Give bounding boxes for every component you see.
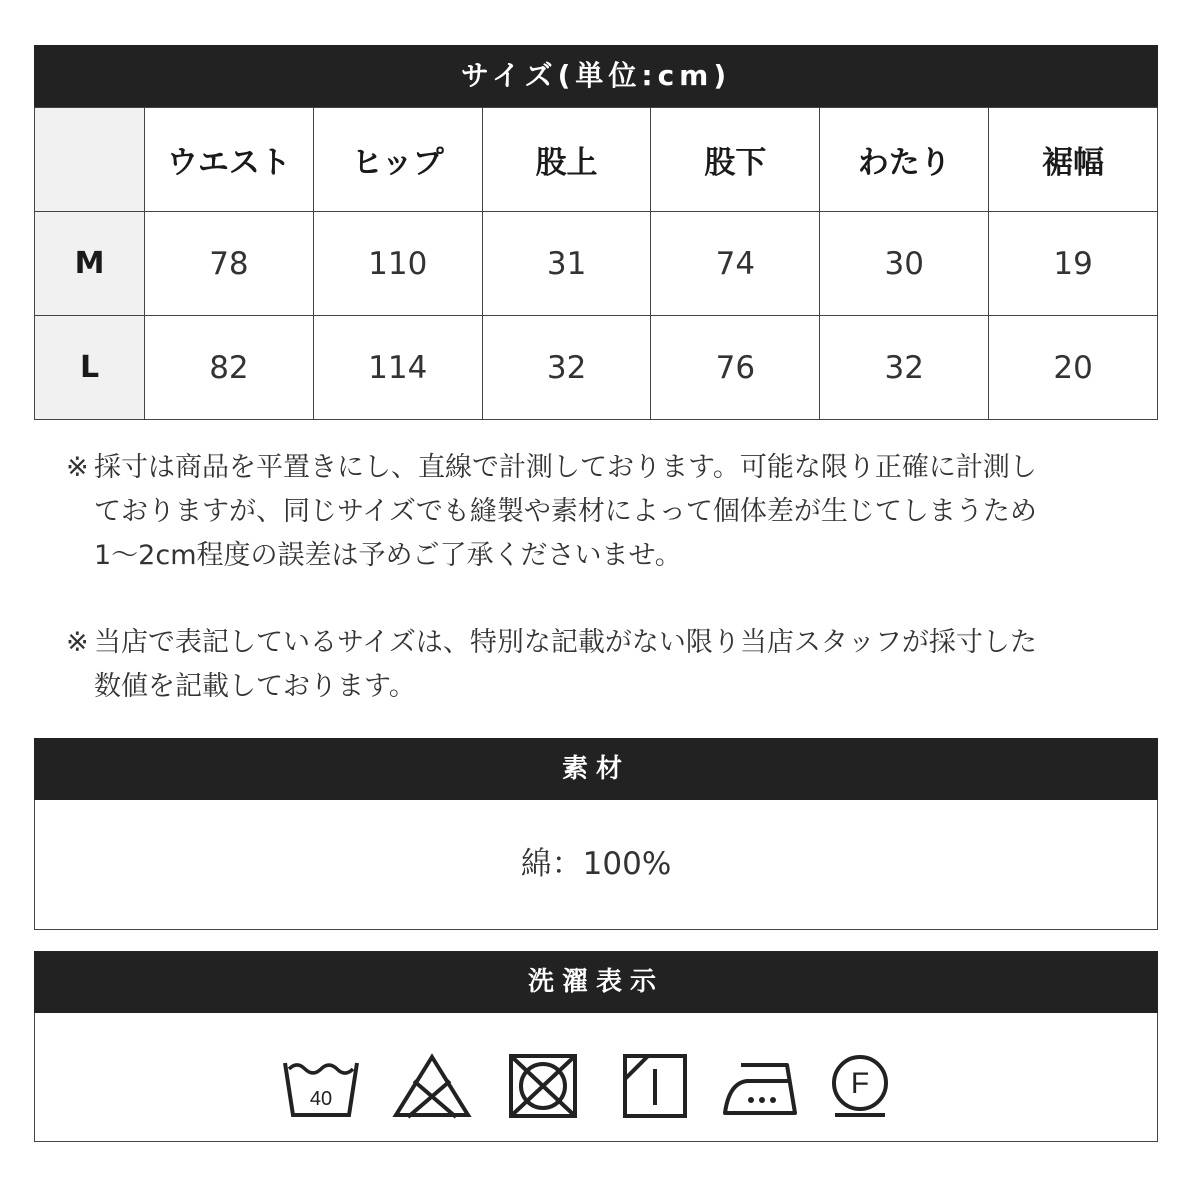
- note-line: 当店で表記しているサイズは、特別な記載がない限り当店スタッフが採寸した: [94, 627, 1037, 658]
- row-label: L: [35, 316, 145, 420]
- table-cell: 82: [145, 316, 314, 420]
- note-mark: ※: [66, 452, 89, 483]
- note-line: 1～2cm程度の誤差は予めご了承くださいませ。: [94, 540, 682, 571]
- size-table-header-row: [35, 108, 1158, 212]
- dry-clean-solvent-label: F: [850, 1067, 870, 1100]
- table-cell: 78: [145, 212, 314, 316]
- table-cell: 76: [651, 316, 820, 420]
- dry-clean-f-icon: [827, 1053, 893, 1119]
- note-line: ておりますが、同じサイズでも縫製や素材によって個体差が生じてしまうため: [94, 496, 1037, 527]
- size-section-title: サイズ(単位:cm): [34, 45, 1158, 107]
- table-row: [35, 316, 1158, 420]
- care-section-title: 洗濯表示: [34, 951, 1158, 1013]
- table-cell: 19: [989, 212, 1158, 316]
- column-header: 股上: [482, 108, 651, 212]
- measurement-note: [66, 446, 1146, 578]
- table-cell: 110: [313, 212, 482, 316]
- table-cell: 32: [820, 316, 989, 420]
- table-row: [35, 212, 1158, 316]
- table-cell: 31: [482, 212, 651, 316]
- size-source-note: [66, 621, 1146, 709]
- note-line: 数値を記載しております。: [94, 671, 416, 702]
- corner-cell: [35, 108, 145, 212]
- no-bleach-icon: [392, 1053, 472, 1119]
- table-cell: 20: [989, 316, 1158, 420]
- care-symbols-box: [34, 1013, 1158, 1142]
- iron-high-icon: [721, 1053, 801, 1119]
- note-line: 採寸は商品を平置きにし、直線で計測しております。可能な限り正確に計測し: [94, 452, 1037, 483]
- material-content: 綿：100%: [34, 800, 1158, 930]
- column-header: 裾幅: [989, 108, 1158, 212]
- size-table: [34, 107, 1158, 420]
- table-cell: 30: [820, 212, 989, 316]
- column-header: ヒップ: [313, 108, 482, 212]
- material-section-title: 素材: [34, 738, 1158, 800]
- table-cell: 32: [482, 316, 651, 420]
- wash-40-icon: [281, 1053, 361, 1119]
- column-header: ウエスト: [145, 108, 314, 212]
- wash-temperature-label: 40: [309, 1088, 333, 1110]
- no-tumble-dry-icon: [507, 1053, 579, 1119]
- line-dry-shade-icon: [622, 1053, 688, 1119]
- care-icons-row: [35, 1053, 1157, 1119]
- row-label: M: [35, 212, 145, 316]
- table-cell: 114: [313, 316, 482, 420]
- column-header: わたり: [820, 108, 989, 212]
- note-mark: ※: [66, 627, 89, 658]
- table-cell: 74: [651, 212, 820, 316]
- column-header: 股下: [651, 108, 820, 212]
